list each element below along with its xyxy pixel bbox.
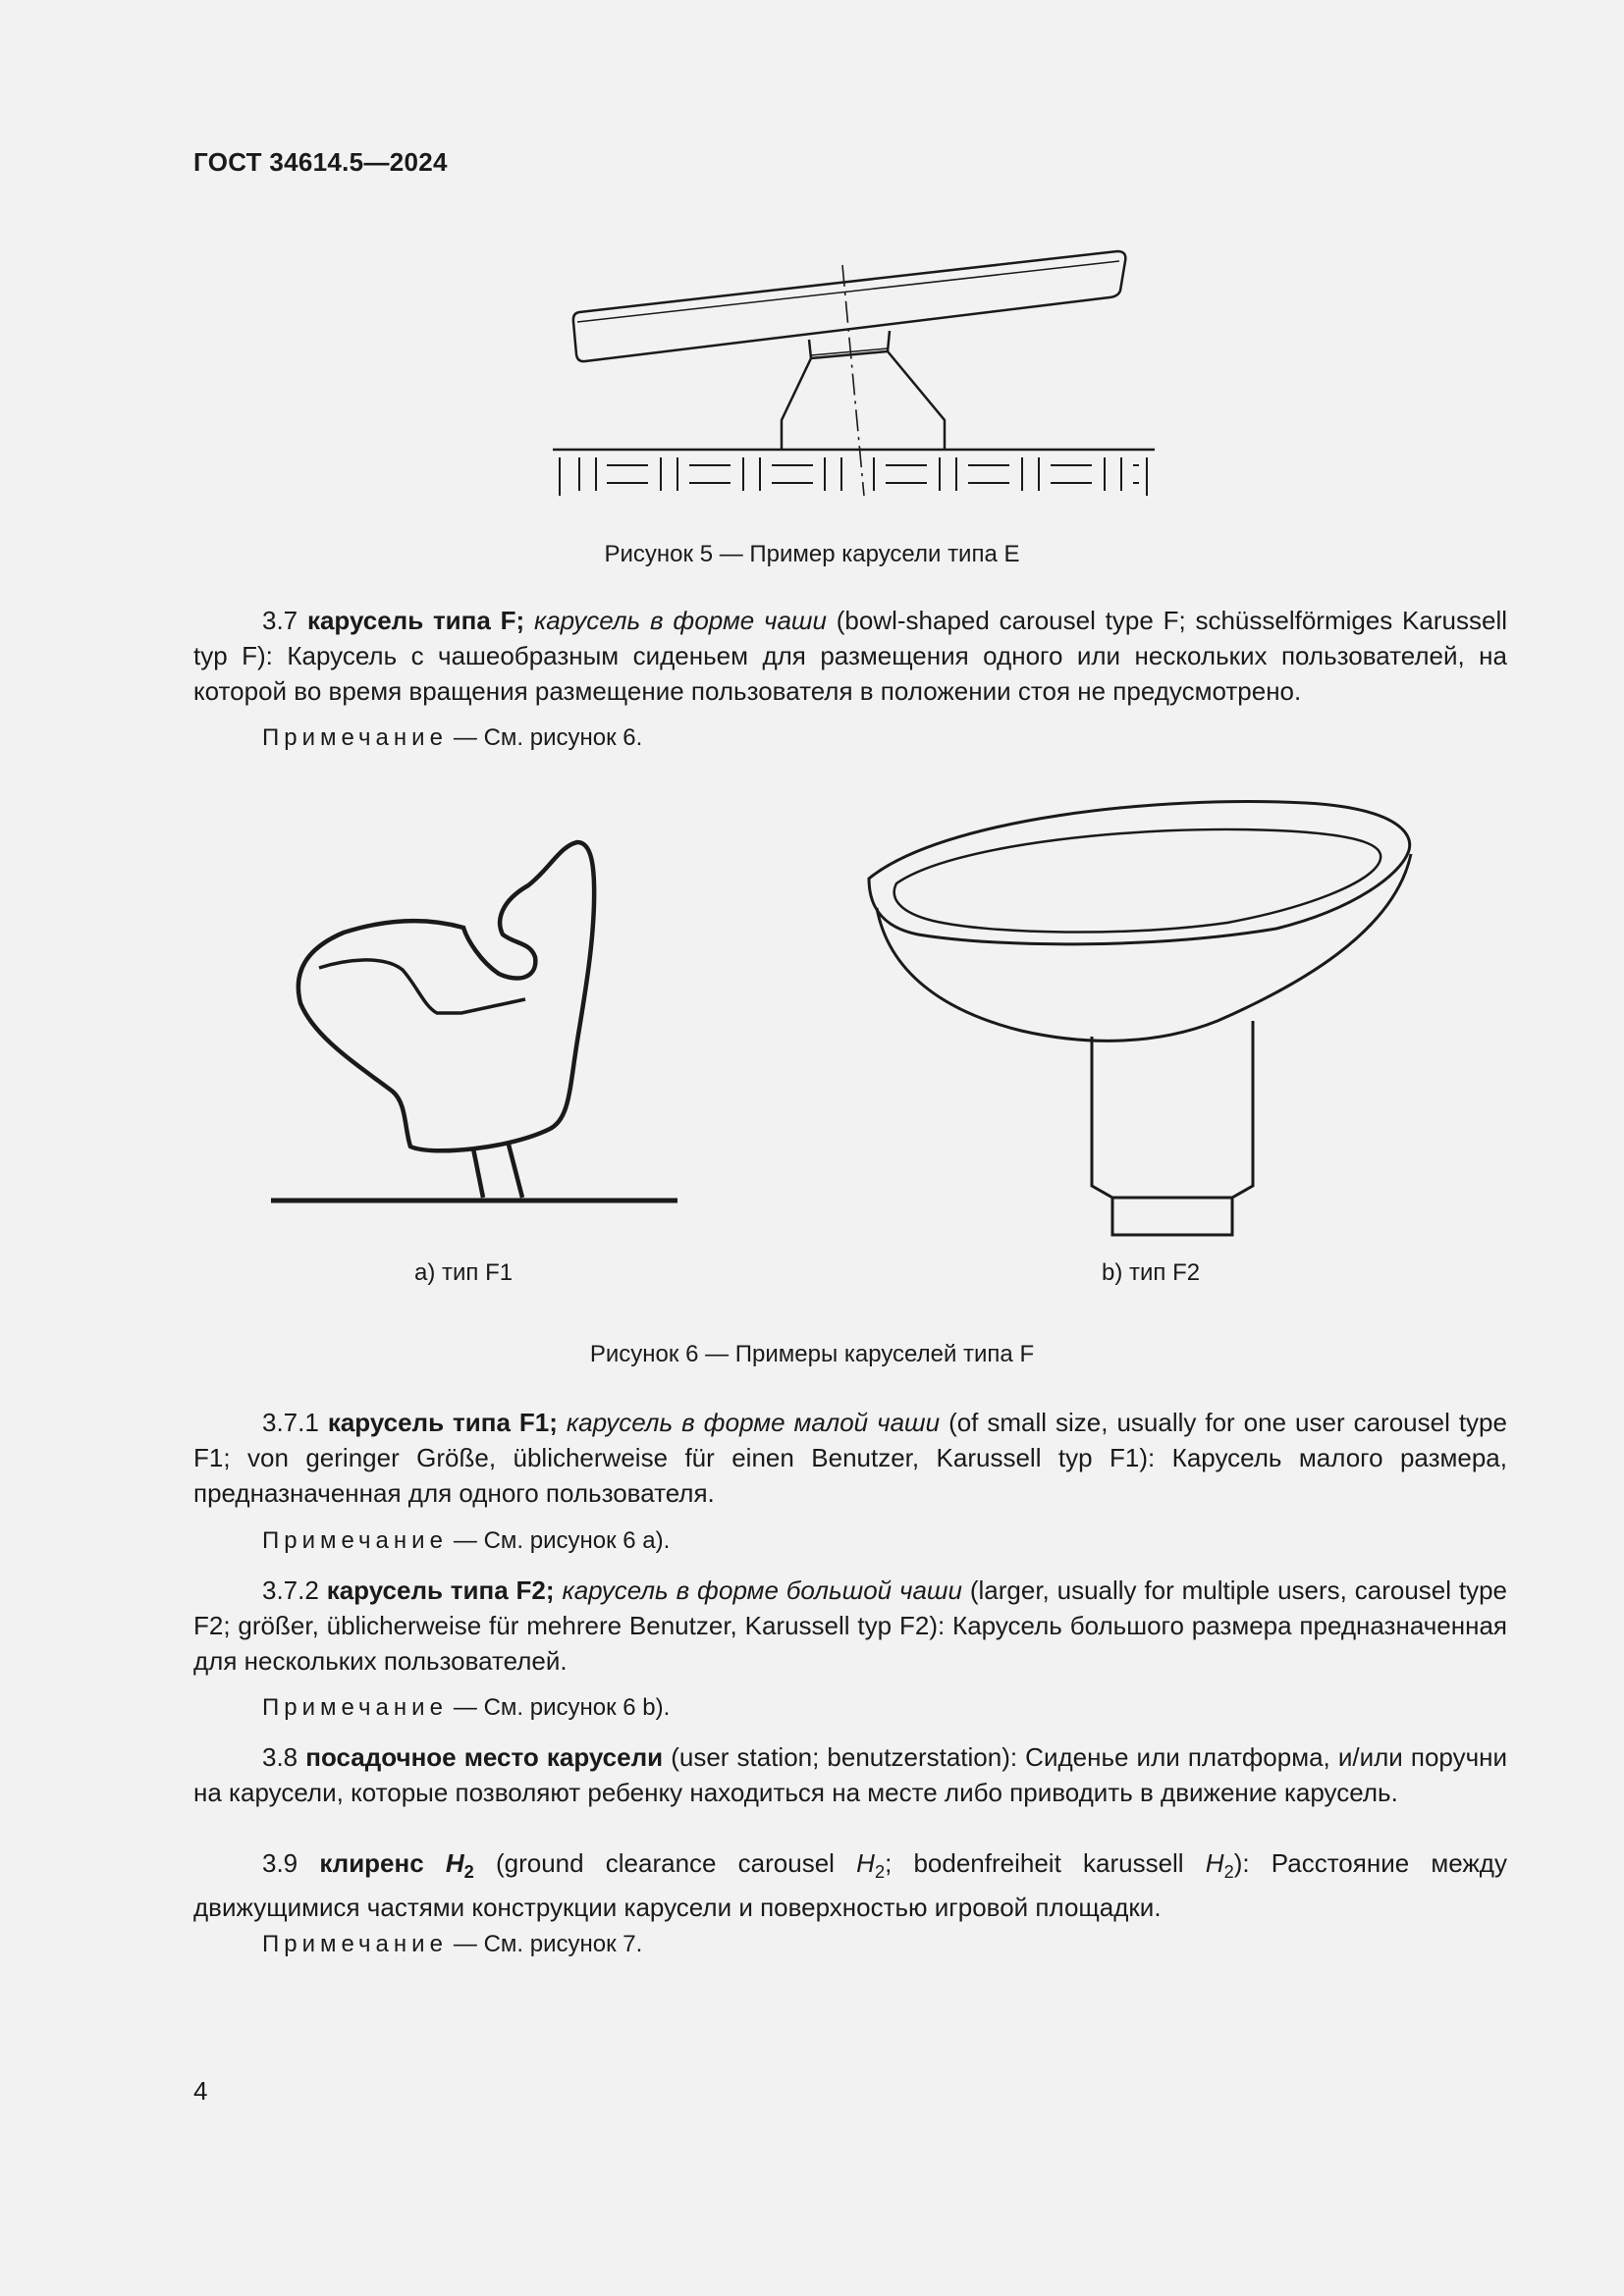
symbol-subscript: 2 [463, 1862, 474, 1883]
note-label: Примечание [262, 1527, 448, 1554]
term: карусель типа F2; [326, 1575, 555, 1605]
page-number: 4 [193, 2076, 208, 2106]
symbol-subscript: 2 [1223, 1862, 1234, 1883]
clause-number: 3.9 [262, 1848, 298, 1878]
term: карусель типа F1; [327, 1408, 558, 1437]
figure-6b-label: b) тип F2 [1102, 1259, 1201, 1286]
clause-number: 3.8 [262, 1742, 298, 1772]
symbol-subscript: 2 [874, 1862, 886, 1883]
clause-3-7-2 [193, 1573, 1507, 1679]
note-label: Примечание [262, 724, 448, 751]
clause-number: 3.7.1 [262, 1408, 319, 1437]
figure-5-caption: Рисунок 5 — Пример карусели типа E [604, 541, 1020, 567]
definition: (of small size, usually for one user carousel type F1; von geringer Größe, üblicherweise für einen Benutzer, Karussell typ F1): Карусель малого размера, предназначенная для одного пользователя. [193, 1408, 1507, 1508]
clause-number: 3.7 [262, 606, 298, 635]
term-alt: карусель в форме большой чаши [562, 1575, 962, 1605]
definition: (user station; benutzerstation): Сиденье или платформа, и/или поручни на карусели, которые позволяют ребенку находиться на месте либо приводить в движение карусель. [193, 1742, 1508, 1807]
definition: (larger, usually for multiple users, carousel type F2; größer, üblicherweise für mehrere Benutzer, Karussell typ F2): Карусель большого размера предназначенная для нескольких пользователей. [193, 1575, 1508, 1676]
figure-6-caption: Рисунок 6 — Примеры каруселей типа F [589, 1341, 1035, 1367]
definition-part-3: ): Расстояние между движущимися частями конструкции карусели и поверхностью игровой площадки. [193, 1848, 1507, 1923]
figure-6a-label: a) тип F1 [414, 1259, 514, 1286]
symbol: H [445, 1848, 464, 1878]
definition-part-2: ; bodenfreiheit karussell [885, 1848, 1184, 1878]
note-label: Примечание [262, 1694, 448, 1721]
note-figure-6a [262, 1524, 670, 1558]
note-figure-7 [262, 1928, 642, 1961]
term: посадочное место карусели [305, 1742, 664, 1772]
clause-3-8 [193, 1739, 1507, 1810]
note-text: — См. рисунок 6 a). [453, 1527, 671, 1554]
term: карусель типа F; [306, 606, 525, 635]
note-text: — См. рисунок 6. [453, 724, 643, 751]
note-text: — См. рисунок 7. [453, 1931, 643, 1957]
term-alt: карусель в форме малой чаши [566, 1408, 941, 1437]
term-alt: карусель в форме чаши [533, 606, 827, 635]
note-text: — См. рисунок 6 b). [453, 1694, 671, 1721]
note-figure-6b [262, 1691, 670, 1725]
definition: (bowl-shaped carousel type F; schüsselförmiges Karussell typ F): Карусель с чашеобразным сиденьем для размещения одного или нескольких пользователей, на которой во время вращения размещение пользователя в положении стоя не предусмотрено. [193, 606, 1507, 706]
clause-3-7-1 [193, 1405, 1507, 1511]
note-label: Примечание [262, 1931, 448, 1957]
term: клиренс [319, 1848, 424, 1878]
symbol: H [856, 1848, 875, 1878]
definition-part-1: (ground clearance carousel [495, 1848, 835, 1878]
clause-3-9 [193, 1845, 1507, 1925]
clause-number: 3.7.2 [262, 1575, 319, 1605]
symbol: H [1205, 1848, 1224, 1878]
document-header: ГОСТ 34614.5—2024 [193, 147, 448, 177]
